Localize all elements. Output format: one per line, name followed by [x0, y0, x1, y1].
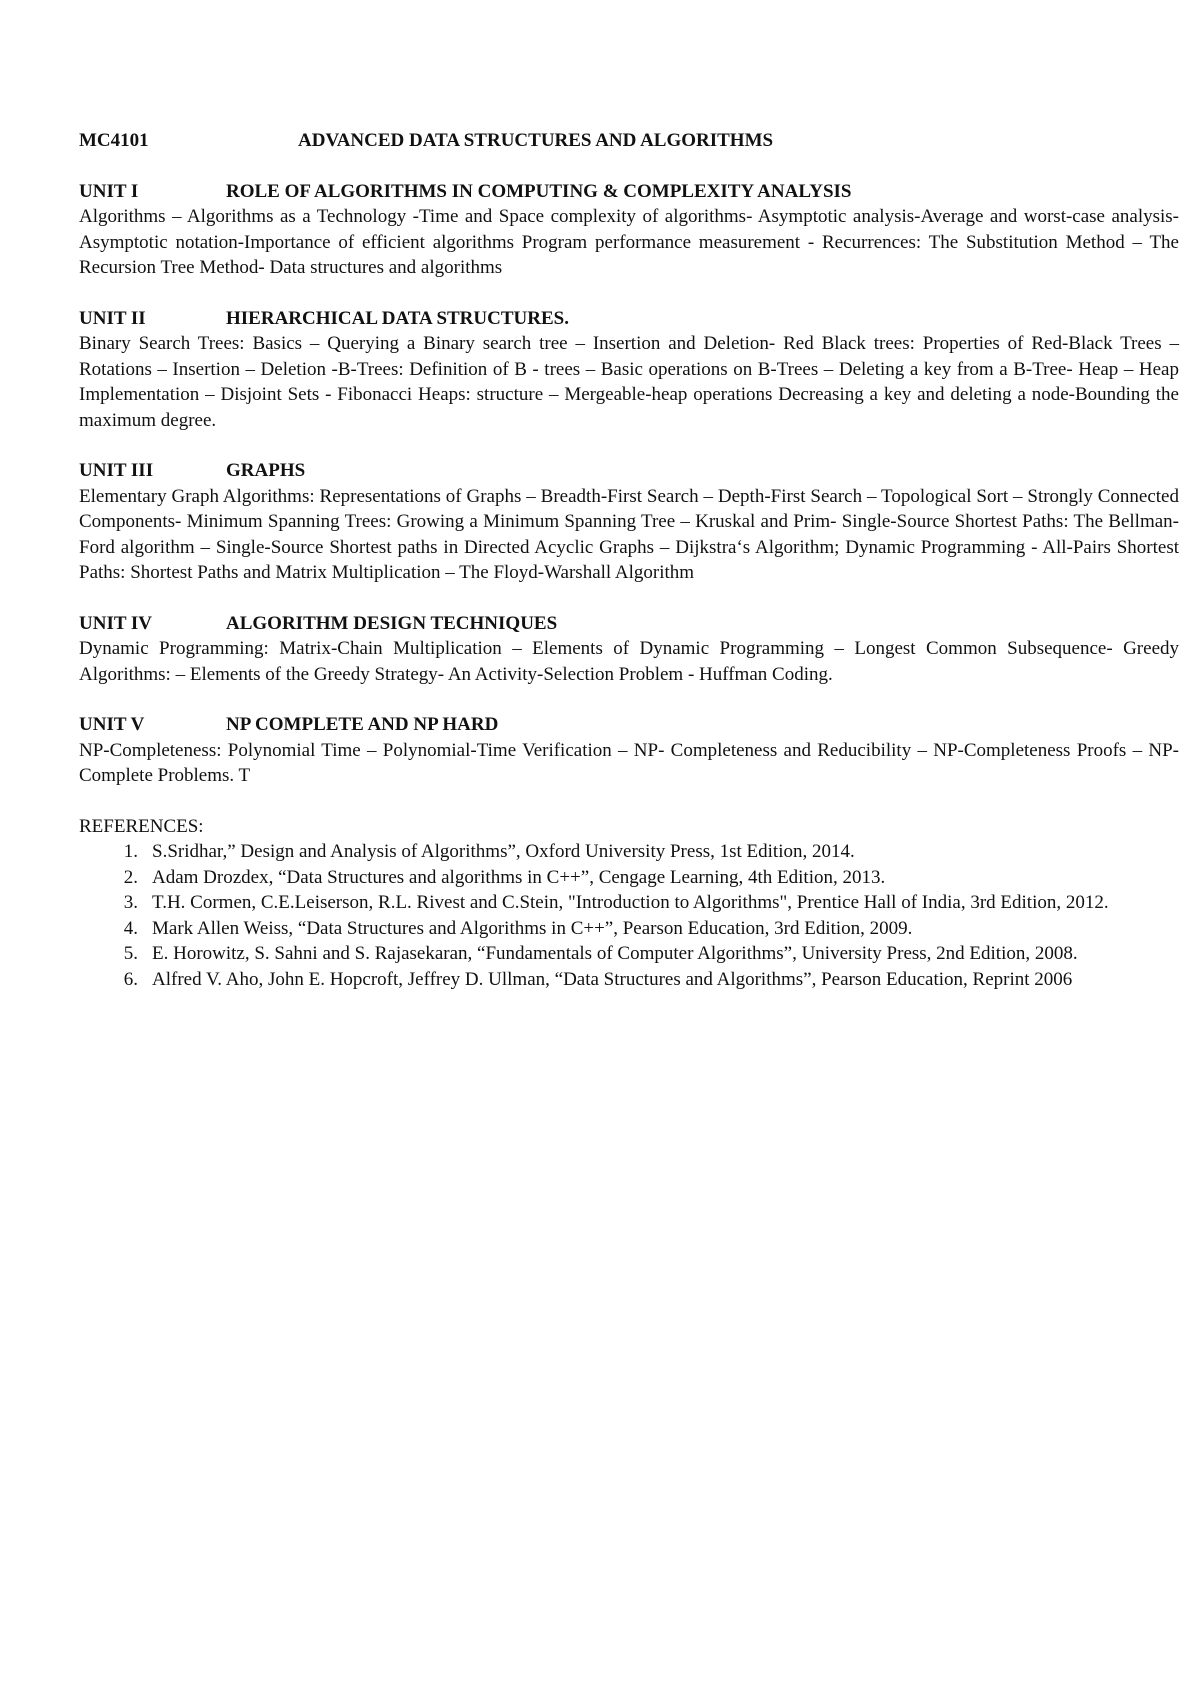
unit-1 — [79, 179, 1179, 281]
reference-item — [79, 916, 1179, 942]
reference-number: 3. — [123, 892, 138, 913]
unit-title: NP COMPLETE AND NP HARD — [226, 714, 499, 735]
reference-item — [79, 839, 1179, 865]
unit-title: GRAPHS — [226, 460, 306, 481]
reference-item — [79, 890, 1179, 916]
reference-item — [79, 967, 1179, 993]
reference-number: 2. — [123, 866, 138, 888]
unit-content: Dynamic Programming: Matrix-Chain Multiplication – Elements of Dynamic Programming – Longest Common Subsequence- Greedy Algorithms: – Elements of the Greedy Strategy- An Activity-Selection Problem - Huffman Coding. — [79, 638, 1179, 685]
reference-number: 1. — [123, 841, 138, 862]
unit-content: Binary Search Trees: Basics – Querying a Binary search tree – Insertion and Deletion- Red Black trees: Properties of Red-Black Trees – Rotations – Insertion – Deletion -B-Trees: Definition of B - trees – Basic operations on B-Trees – Deleting a key from a B-Tree- Heap – Heap Implementation – Disjoint Sets - Fibonacci Heaps: structure – Mergeable-heap operations Decreasing a key and deleting a node-Bounding the maximum degree. — [79, 333, 1179, 431]
reference-number: 6. — [123, 968, 138, 990]
reference-number: 5. — [123, 943, 138, 964]
unit-number: UNIT III — [79, 460, 154, 481]
unit-number: UNIT IV — [79, 612, 153, 634]
reference-text: S.Sridhar,” Design and Analysis of Algorithms”, Oxford University Press, 1st Edition, 2014. — [152, 841, 855, 862]
unit-4 — [79, 611, 1179, 688]
references-list — [79, 839, 1179, 992]
references-section — [79, 814, 1179, 993]
unit-title: ALGORITHM DESIGN TECHNIQUES — [226, 612, 558, 634]
reference-text: Alfred V. Aho, John E. Hopcroft, Jeffrey D. Ullman, “Data Structures and Algorithms”, Pearson Education, Reprint 2006 — [152, 968, 1073, 990]
course-title: ADVANCED DATA STRUCTURES AND ALGORITHMS — [298, 130, 774, 151]
course-heading — [79, 128, 1179, 154]
unit-2 — [79, 306, 1179, 434]
reference-text: E. Horowitz, S. Sahni and S. Rajasekaran, “Fundamentals of Computer Algorithms”, University Press, 2nd Edition, 2008. — [152, 943, 1078, 964]
unit-content: Algorithms – Algorithms as a Technology -Time and Space complexity of algorithms- Asymptotic analysis-Average and worst-case analysis-Asymptotic notation-Importance of efficient algorithms Program performance measurement - Recurrences: The Substitution Method – The Recursion Tree Method- Data structures and algorithms — [79, 206, 1179, 278]
unit-number: UNIT I — [79, 180, 139, 202]
unit-title: HIERARCHICAL DATA STRUCTURES. — [226, 307, 569, 329]
reference-item — [79, 865, 1179, 891]
unit-3 — [79, 458, 1179, 586]
reference-text: Mark Allen Weiss, “Data Structures and Algorithms in C++”, Pearson Education, 3rd Edition, 2009. — [152, 917, 913, 939]
unit-heading — [79, 712, 1179, 738]
unit-heading — [79, 458, 1179, 484]
reference-text: T.H. Cormen, C.E.Leiserson, R.L. Rivest and C.Stein, "Introduction to Algorithms", Prentice Hall of India, 3rd Edition, 2012. — [152, 892, 1109, 913]
unit-heading — [79, 611, 1179, 637]
unit-title: ROLE OF ALGORITHMS IN COMPUTING & COMPLEXITY ANALYSIS — [226, 180, 852, 202]
reference-text: Adam Drozdex, “Data Structures and algorithms in C++”, Cengage Learning, 4th Edition, 2013. — [152, 866, 886, 888]
unit-number: UNIT V — [79, 714, 145, 735]
reference-item — [79, 941, 1179, 967]
reference-number: 4. — [123, 917, 138, 939]
unit-number: UNIT II — [79, 307, 146, 329]
unit-5 — [79, 712, 1179, 789]
unit-content: NP-Completeness: Polynomial Time – Polynomial-Time Verification – NP- Completeness and Reducibility – NP-Completeness Proofs – NP-Complete Problems. T — [79, 739, 1179, 786]
syllabus-page — [79, 128, 1179, 992]
unit-heading — [79, 179, 1179, 205]
unit-heading — [79, 306, 1179, 332]
course-code: MC4101 — [79, 130, 149, 151]
unit-content: Elementary Graph Algorithms: Representations of Graphs – Breadth-First Search – Depth-First Search – Topological Sort – Strongly Connected Components- Minimum Spanning Trees: Growing a Minimum Spanning Tree – Kruskal and Prim- Single-Source Shortest Paths: The Bellman-Ford algorithm – Single-Source Shortest paths in Directed Acyclic Graphs – Dijkstra‘s Algorithm; Dynamic Programming - All-Pairs Shortest Paths: Shortest Paths and Matrix Multiplication – The Floyd-Warshall Algorithm — [79, 485, 1179, 583]
references-heading: REFERENCES: — [79, 815, 204, 837]
